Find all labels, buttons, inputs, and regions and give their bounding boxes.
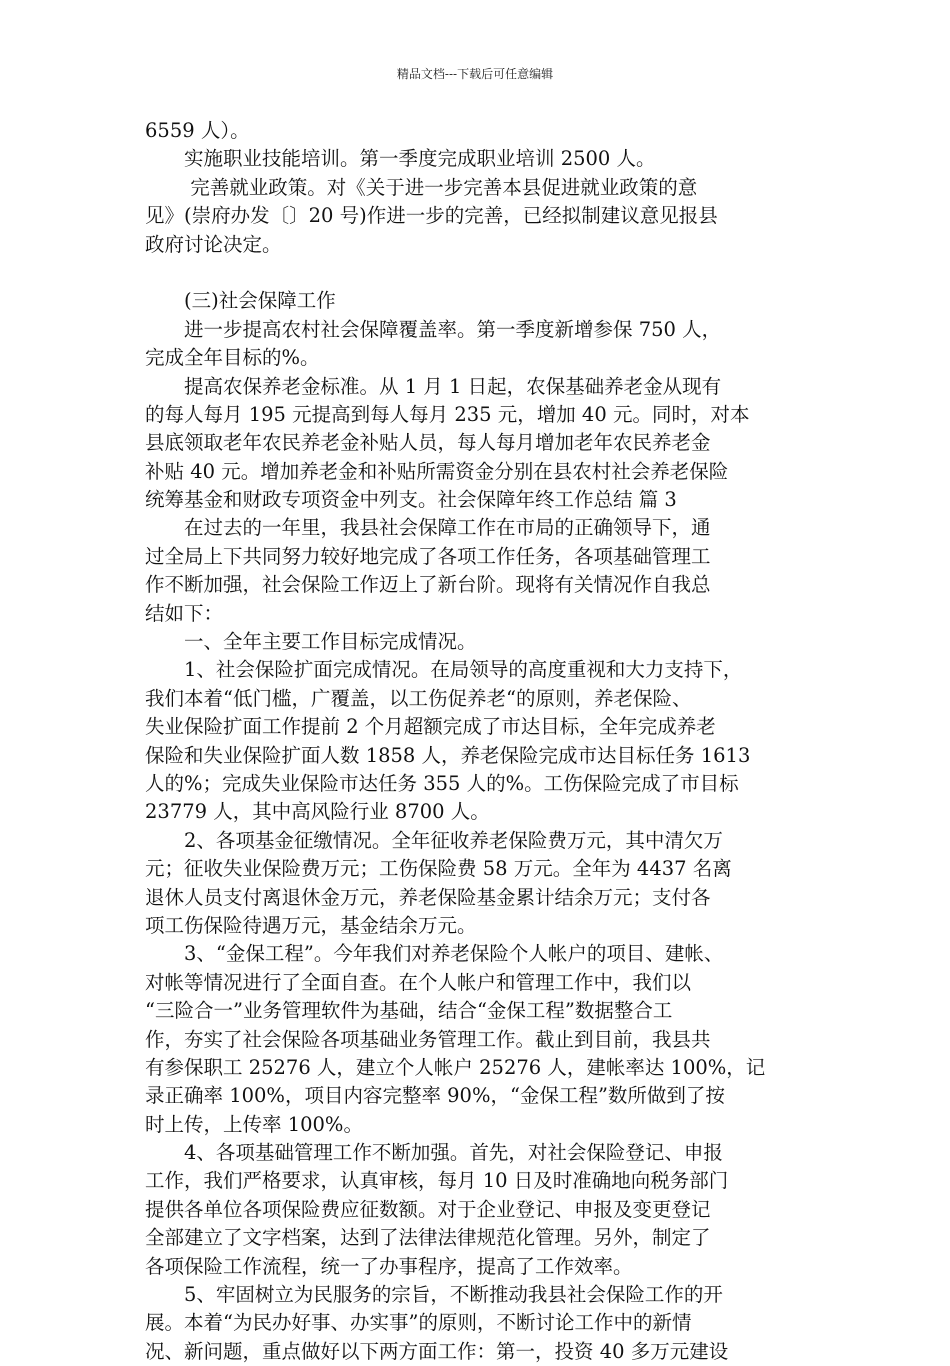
text-line: 见》(崇府办发〔〕20 号)作进一步的完善，已经拟制建议意见报县 [145, 204, 718, 228]
text-line: 对帐等情况进行了全面自查。在个人帐户和管理工作中，我们以 [145, 970, 692, 994]
text-line: 结如下： [145, 601, 224, 625]
text-line: 23779 人，其中高风险行业 8700 人。 [145, 800, 490, 824]
text-line: 况、新问题，重点做好以下两方面工作：第一，投资 40 多万元建设 [145, 1339, 729, 1363]
text-line: 6559 人）。 [145, 119, 250, 142]
text-line: 作，夯实了社会保险各项基础业务管理工作。截止到目前，我县共 [145, 1027, 711, 1051]
text-line: 退休人员支付离退休金万元，养老保险基金累计结余万元；支付各 [145, 885, 711, 909]
text-line: 一、全年主要工作目标完成情况。 [145, 630, 477, 654]
text-line: 政府讨论决定。 [145, 232, 282, 256]
text-line: 录正确率 100%，项目内容完整率 90%，“金保工程”数所做到了按 [145, 1084, 725, 1108]
text-line: 4、各项基础管理工作不断加强。首先，对社会保险登记、申报 [145, 1141, 723, 1165]
text-line: 1、社会保险扩面完成情况。在局领导的高度重视和大力支持下， [145, 658, 743, 682]
text-line: 完善就业政策。对《关于进一步完善本县促进就业政策的意 [145, 175, 698, 199]
text-line: 时上传，上传率 100%。 [145, 1112, 363, 1136]
text-line: 进一步提高农村社会保障覆盖率。第一季度新增参保 750 人， [145, 317, 722, 341]
text-line: 失业保险扩面工作提前 2 个月超额完成了市达目标，全年完成养老 [145, 715, 716, 739]
text-line: 统筹基金和财政专项资金中列支。社会保障年终工作总结 篇 3 [145, 488, 677, 512]
text-line: 补贴 40 元。增加养老金和补贴所需资金分别在县农村社会养老保险 [145, 459, 729, 483]
text-line: (三)社会保障工作 [145, 289, 336, 313]
text-line: 有参保职工 25276 人，建立个人帐户 25276 人，建帐率达 100%，记 [145, 1055, 766, 1079]
blank-line [145, 259, 810, 287]
text-line: 各项保险工作流程，统一了办事程序，提高了工作效率。 [145, 1254, 633, 1278]
text-line: 3、“金保工程”。今年我们对养老保险个人帐户的项目、建帐、 [145, 942, 724, 966]
text-line: 工作，我们严格要求，认真审核，每月 10 日及时准确地向税务部门 [145, 1169, 729, 1193]
text-line: 提高农保养老金标准。从 1 月 1 日起，农保基础养老金从现有 [145, 374, 722, 398]
text-line: 项工伤保险待遇万元，基金结余万元。 [145, 913, 477, 937]
text-line: 完成全年目标的%。 [145, 346, 320, 370]
text-line: 县底领取老年农民养老金补贴人员，每人每月增加老年农民养老金 [145, 431, 711, 455]
text-line: 2、各项基金征缴情况。全年征收养老保险费万元，其中清欠万 [145, 828, 723, 852]
text-line: 5、牢固树立为民服务的宗旨，不断推动我县社会保险工作的开 [145, 1283, 723, 1307]
text-line: 的每人每月 195 元提高到每人每月 235 元，增加 40 元。同时，对本 [145, 402, 750, 426]
text-line: 提供各单位各项保险费应征数额。对于企业登记、申报及变更登记 [145, 1197, 711, 1221]
text-line: 我们本着“低门槛，广覆盖，以工伤促养老“的原则，养老保险、 [145, 686, 692, 710]
text-line: 实施职业技能培训。第一季度完成职业培训 2500 人。 [145, 147, 656, 171]
document-body [145, 117, 810, 1366]
text-line: 元；征收失业保险费万元；工伤保险费 58 万元。全年为 4437 名离 [145, 857, 732, 881]
text-line: “三险合一”业务管理软件为基础，结合“金保工程”数据整合工 [145, 999, 673, 1023]
text-line: 保险和失业保险扩面人数 1858 人，养老保险完成市达目标任务 1613 [145, 743, 751, 767]
text-line: 展。本着“为民办好事、办实事”的原则，不断讨论工作中的新情 [145, 1311, 692, 1335]
page-header: 精品文档---下载后可任意编辑 [396, 67, 554, 81]
text-line: 过全局上下共同努力较好地完成了各项工作任务，各项基础管理工 [145, 544, 711, 568]
text-line: 全部建立了文字档案，达到了法律法律规范化管理。另外，制定了 [145, 1226, 711, 1250]
text-line: 人的%；完成失业保险市达任务 355 人的%。工伤保险完成了市目标 [145, 771, 739, 795]
text-line: 作不断加强，社会保险工作迈上了新台阶。现将有关情况作自我总 [145, 573, 711, 597]
text-line: 在过去的一年里，我县社会保障工作在市局的正确领导下，通 [145, 516, 711, 540]
